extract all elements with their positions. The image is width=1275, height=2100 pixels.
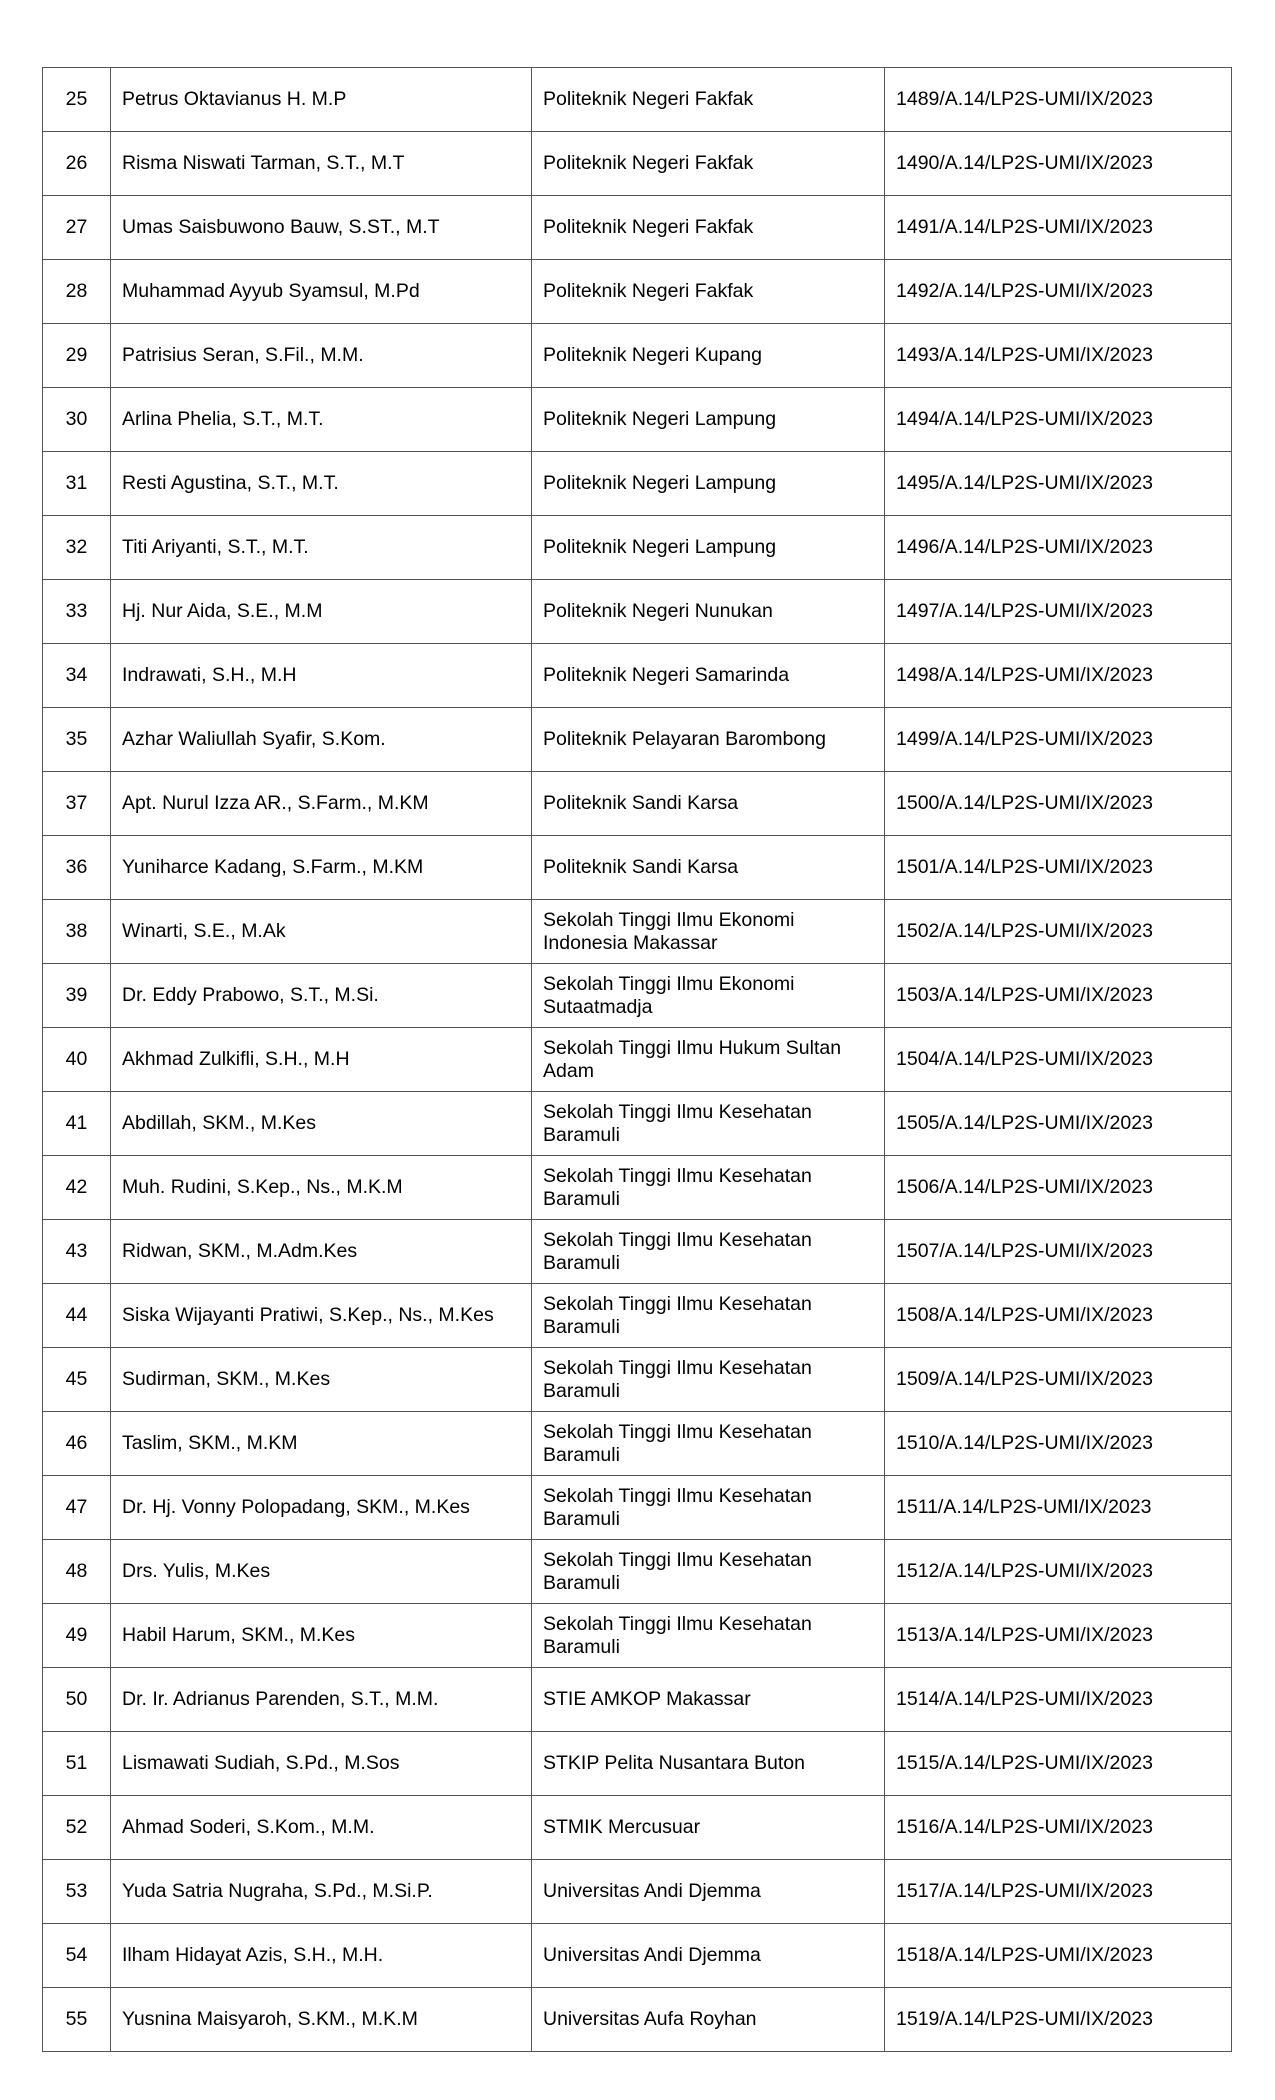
institution-name: Sekolah Tinggi Ilmu Ekonomi Sutaatmadja <box>532 964 885 1028</box>
table-row <box>43 1284 1232 1348</box>
table-row <box>43 516 1232 580</box>
row-number: 34 <box>43 644 111 708</box>
row-number: 52 <box>43 1796 111 1860</box>
table-row <box>43 324 1232 388</box>
institution-name: Universitas Andi Djemma <box>532 1860 885 1924</box>
certificate-number: 1496/A.14/LP2S-UMI/IX/2023 <box>885 516 1232 580</box>
institution-name: Sekolah Tinggi Ilmu Kesehatan Baramuli <box>532 1476 885 1540</box>
certificate-number: 1502/A.14/LP2S-UMI/IX/2023 <box>885 900 1232 964</box>
participant-name: Drs. Yulis, M.Kes <box>111 1540 532 1604</box>
participant-name: Patrisius Seran, S.Fil., M.M. <box>111 324 532 388</box>
participant-name: Siska Wijayanti Pratiwi, S.Kep., Ns., M.Kes <box>111 1284 532 1348</box>
participant-name: Dr. Ir. Adrianus Parenden, S.T., M.M. <box>111 1668 532 1732</box>
participant-name: Taslim, SKM., M.KM <box>111 1412 532 1476</box>
certificate-number: 1492/A.14/LP2S-UMI/IX/2023 <box>885 260 1232 324</box>
row-number: 33 <box>43 580 111 644</box>
table-row <box>43 452 1232 516</box>
row-number: 26 <box>43 132 111 196</box>
row-number: 27 <box>43 196 111 260</box>
participant-name: Lismawati Sudiah, S.Pd., M.Sos <box>111 1732 532 1796</box>
participant-name: Ridwan, SKM., M.Adm.Kes <box>111 1220 532 1284</box>
certificate-number: 1518/A.14/LP2S-UMI/IX/2023 <box>885 1924 1232 1988</box>
institution-name: Politeknik Negeri Kupang <box>532 324 885 388</box>
table-row <box>43 836 1232 900</box>
certificate-number: 1519/A.14/LP2S-UMI/IX/2023 <box>885 1988 1232 2052</box>
table-row <box>43 68 1232 132</box>
table-row <box>43 900 1232 964</box>
institution-name: Politeknik Negeri Fakfak <box>532 132 885 196</box>
certificate-number: 1509/A.14/LP2S-UMI/IX/2023 <box>885 1348 1232 1412</box>
table-row <box>43 1412 1232 1476</box>
row-number: 55 <box>43 1988 111 2052</box>
table-row <box>43 772 1232 836</box>
table-row <box>43 1540 1232 1604</box>
certificate-number: 1493/A.14/LP2S-UMI/IX/2023 <box>885 324 1232 388</box>
participant-name: Yuda Satria Nugraha, S.Pd., M.Si.P. <box>111 1860 532 1924</box>
row-number: 47 <box>43 1476 111 1540</box>
participant-name: Winarti, S.E., M.Ak <box>111 900 532 964</box>
table-row <box>43 132 1232 196</box>
institution-name: Sekolah Tinggi Ilmu Kesehatan Baramuli <box>532 1348 885 1412</box>
certificate-number: 1506/A.14/LP2S-UMI/IX/2023 <box>885 1156 1232 1220</box>
participant-name: Yusnina Maisyaroh, S.KM., M.K.M <box>111 1988 532 2052</box>
row-number: 49 <box>43 1604 111 1668</box>
table-row <box>43 260 1232 324</box>
institution-name: Politeknik Negeri Lampung <box>532 516 885 580</box>
institution-name: STKIP Pelita Nusantara Buton <box>532 1732 885 1796</box>
table-row <box>43 1924 1232 1988</box>
institution-name: Politeknik Sandi Karsa <box>532 836 885 900</box>
row-number: 25 <box>43 68 111 132</box>
table-row <box>43 1348 1232 1412</box>
institution-name: Politeknik Negeri Fakfak <box>532 68 885 132</box>
table-row <box>43 1156 1232 1220</box>
participant-name: Hj. Nur Aida, S.E., M.M <box>111 580 532 644</box>
row-number: 32 <box>43 516 111 580</box>
certificate-number: 1512/A.14/LP2S-UMI/IX/2023 <box>885 1540 1232 1604</box>
row-number: 37 <box>43 772 111 836</box>
table-row <box>43 644 1232 708</box>
institution-name: Sekolah Tinggi Ilmu Hukum Sultan Adam <box>532 1028 885 1092</box>
certificate-number: 1514/A.14/LP2S-UMI/IX/2023 <box>885 1668 1232 1732</box>
certificate-number: 1513/A.14/LP2S-UMI/IX/2023 <box>885 1604 1232 1668</box>
participant-name: Arlina Phelia, S.T., M.T. <box>111 388 532 452</box>
participant-name: Ilham Hidayat Azis, S.H., M.H. <box>111 1924 532 1988</box>
certificate-number: 1511/A.14/LP2S-UMI/IX/2023 <box>885 1476 1232 1540</box>
participant-name: Indrawati, S.H., M.H <box>111 644 532 708</box>
institution-name: Politeknik Negeri Lampung <box>532 388 885 452</box>
row-number: 38 <box>43 900 111 964</box>
row-number: 28 <box>43 260 111 324</box>
institution-name: Sekolah Tinggi Ilmu Kesehatan Baramuli <box>532 1604 885 1668</box>
institution-name: Sekolah Tinggi Ilmu Ekonomi Indonesia Makassar <box>532 900 885 964</box>
row-number: 43 <box>43 1220 111 1284</box>
table-row <box>43 1732 1232 1796</box>
institution-name: Politeknik Pelayaran Barombong <box>532 708 885 772</box>
certificate-number: 1510/A.14/LP2S-UMI/IX/2023 <box>885 1412 1232 1476</box>
institution-name: Sekolah Tinggi Ilmu Kesehatan Baramuli <box>532 1412 885 1476</box>
participant-name: Petrus Oktavianus H. M.P <box>111 68 532 132</box>
row-number: 51 <box>43 1732 111 1796</box>
row-number: 36 <box>43 836 111 900</box>
certificate-number: 1505/A.14/LP2S-UMI/IX/2023 <box>885 1092 1232 1156</box>
participant-name: Apt. Nurul Izza AR., S.Farm., M.KM <box>111 772 532 836</box>
certificate-number: 1490/A.14/LP2S-UMI/IX/2023 <box>885 132 1232 196</box>
participant-name: Sudirman, SKM., M.Kes <box>111 1348 532 1412</box>
institution-name: Sekolah Tinggi Ilmu Kesehatan Baramuli <box>532 1156 885 1220</box>
participant-name: Umas Saisbuwono Bauw, S.ST., M.T <box>111 196 532 260</box>
certificate-number: 1491/A.14/LP2S-UMI/IX/2023 <box>885 196 1232 260</box>
certificate-number: 1517/A.14/LP2S-UMI/IX/2023 <box>885 1860 1232 1924</box>
certificate-number: 1504/A.14/LP2S-UMI/IX/2023 <box>885 1028 1232 1092</box>
participant-name: Abdillah, SKM., M.Kes <box>111 1092 532 1156</box>
table-row <box>43 1476 1232 1540</box>
institution-name: Sekolah Tinggi Ilmu Kesehatan Baramuli <box>532 1284 885 1348</box>
participant-name: Habil Harum, SKM., M.Kes <box>111 1604 532 1668</box>
row-number: 40 <box>43 1028 111 1092</box>
participant-name: Ahmad Soderi, S.Kom., M.M. <box>111 1796 532 1860</box>
participant-name: Dr. Eddy Prabowo, S.T., M.Si. <box>111 964 532 1028</box>
certificate-number: 1495/A.14/LP2S-UMI/IX/2023 <box>885 452 1232 516</box>
institution-name: Sekolah Tinggi Ilmu Kesehatan Baramuli <box>532 1092 885 1156</box>
institution-name: Politeknik Negeri Lampung <box>532 452 885 516</box>
table-row <box>43 964 1232 1028</box>
row-number: 53 <box>43 1860 111 1924</box>
institution-name: Sekolah Tinggi Ilmu Kesehatan Baramuli <box>532 1540 885 1604</box>
row-number: 45 <box>43 1348 111 1412</box>
table-row <box>43 1668 1232 1732</box>
participant-name: Azhar Waliullah Syafir, S.Kom. <box>111 708 532 772</box>
certificate-number: 1515/A.14/LP2S-UMI/IX/2023 <box>885 1732 1232 1796</box>
row-number: 30 <box>43 388 111 452</box>
row-number: 48 <box>43 1540 111 1604</box>
row-number: 39 <box>43 964 111 1028</box>
table-row <box>43 1796 1232 1860</box>
participant-name: Yuniharce Kadang, S.Farm., M.KM <box>111 836 532 900</box>
table-row <box>43 1860 1232 1924</box>
institution-name: Politeknik Negeri Fakfak <box>532 196 885 260</box>
table-row <box>43 708 1232 772</box>
institution-name: Politeknik Negeri Nunukan <box>532 580 885 644</box>
participant-name: Resti Agustina, S.T., M.T. <box>111 452 532 516</box>
certificate-table <box>42 67 1232 2052</box>
participant-name: Muh. Rudini, S.Kep., Ns., M.K.M <box>111 1156 532 1220</box>
row-number: 54 <box>43 1924 111 1988</box>
certificate-number: 1508/A.14/LP2S-UMI/IX/2023 <box>885 1284 1232 1348</box>
institution-name: Universitas Andi Djemma <box>532 1924 885 1988</box>
participant-name: Akhmad Zulkifli, S.H., M.H <box>111 1028 532 1092</box>
row-number: 46 <box>43 1412 111 1476</box>
certificate-number: 1501/A.14/LP2S-UMI/IX/2023 <box>885 836 1232 900</box>
institution-name: Politeknik Negeri Samarinda <box>532 644 885 708</box>
table-row <box>43 388 1232 452</box>
participant-name: Titi Ariyanti, S.T., M.T. <box>111 516 532 580</box>
table-row <box>43 1220 1232 1284</box>
institution-name: STIE AMKOP Makassar <box>532 1668 885 1732</box>
row-number: 50 <box>43 1668 111 1732</box>
certificate-number: 1499/A.14/LP2S-UMI/IX/2023 <box>885 708 1232 772</box>
certificate-number: 1507/A.14/LP2S-UMI/IX/2023 <box>885 1220 1232 1284</box>
certificate-number: 1503/A.14/LP2S-UMI/IX/2023 <box>885 964 1232 1028</box>
certificate-number: 1498/A.14/LP2S-UMI/IX/2023 <box>885 644 1232 708</box>
table-row <box>43 196 1232 260</box>
participant-name: Dr. Hj. Vonny Polopadang, SKM., M.Kes <box>111 1476 532 1540</box>
institution-name: Universitas Aufa Royhan <box>532 1988 885 2052</box>
certificate-number: 1516/A.14/LP2S-UMI/IX/2023 <box>885 1796 1232 1860</box>
certificate-number: 1494/A.14/LP2S-UMI/IX/2023 <box>885 388 1232 452</box>
table-row <box>43 1092 1232 1156</box>
certificate-number: 1500/A.14/LP2S-UMI/IX/2023 <box>885 772 1232 836</box>
row-number: 44 <box>43 1284 111 1348</box>
participant-name: Muhammad Ayyub Syamsul, M.Pd <box>111 260 532 324</box>
institution-name: STMIK Mercusuar <box>532 1796 885 1860</box>
institution-name: Sekolah Tinggi Ilmu Kesehatan Baramuli <box>532 1220 885 1284</box>
participant-name: Risma Niswati Tarman, S.T., M.T <box>111 132 532 196</box>
row-number: 42 <box>43 1156 111 1220</box>
row-number: 35 <box>43 708 111 772</box>
table-row <box>43 580 1232 644</box>
row-number: 31 <box>43 452 111 516</box>
table-row <box>43 1028 1232 1092</box>
institution-name: Politeknik Negeri Fakfak <box>532 260 885 324</box>
table-body <box>43 68 1232 2052</box>
row-number: 41 <box>43 1092 111 1156</box>
certificate-number: 1497/A.14/LP2S-UMI/IX/2023 <box>885 580 1232 644</box>
institution-name: Politeknik Sandi Karsa <box>532 772 885 836</box>
certificate-number: 1489/A.14/LP2S-UMI/IX/2023 <box>885 68 1232 132</box>
table-row <box>43 1604 1232 1668</box>
table-row <box>43 1988 1232 2052</box>
row-number: 29 <box>43 324 111 388</box>
